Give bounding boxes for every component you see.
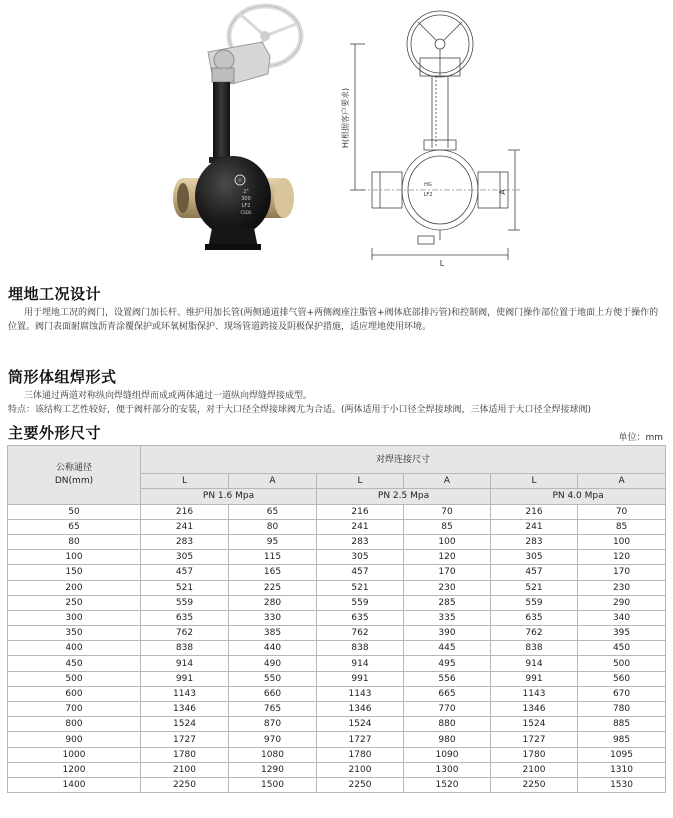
section-body-welded-2: 特点：该结构工艺性较好，便于阀杆部分的安装，对于大口径全焊接球阀尤为合适。(两体适用于小口径全焊接球阀，三体适用于大口径全焊接球阀) — [8, 405, 592, 415]
table-cell: 241 — [491, 519, 578, 534]
dn-cell: 400 — [8, 641, 141, 656]
dn-cell: 700 — [8, 702, 141, 717]
table-row — [8, 747, 666, 762]
table-cell: 390 — [404, 626, 491, 641]
table-cell: 770 — [404, 702, 491, 717]
dn-header: 公称通径 DN(mm) — [8, 446, 141, 505]
svg-text:LF2: LF2 — [423, 192, 433, 198]
table-row — [8, 777, 666, 792]
table-row — [8, 595, 666, 610]
table-cell: 500 — [578, 656, 666, 671]
table-cell: 120 — [404, 550, 491, 565]
table-cell: 330 — [229, 610, 317, 625]
pressure-header-pn40: PN 4.0 Mpa — [491, 489, 666, 504]
table-cell: 241 — [141, 519, 229, 534]
table-cell: 283 — [141, 534, 229, 549]
table-cell: 1346 — [317, 702, 404, 717]
table-cell: 2250 — [317, 777, 404, 792]
table-cell: 450 — [578, 641, 666, 656]
section-title-dimensions: 主要外形尺寸 — [8, 424, 102, 442]
table-cell: 1090 — [404, 747, 491, 762]
table-cell: 521 — [491, 580, 578, 595]
svg-text:300: 300 — [241, 196, 251, 202]
table-cell: 440 — [229, 641, 317, 656]
table-cell: 305 — [491, 550, 578, 565]
table-cell: 980 — [404, 732, 491, 747]
unit-label: 单位：mm — [618, 433, 663, 443]
col-header-l: L — [141, 474, 229, 489]
table-cell: 1500 — [229, 777, 317, 792]
table-cell: 550 — [229, 671, 317, 686]
table-cell: 970 — [229, 732, 317, 747]
table-row — [8, 656, 666, 671]
dimensions-table — [7, 445, 666, 793]
table-row — [8, 504, 666, 519]
table-cell: 385 — [229, 626, 317, 641]
dn-cell: 600 — [8, 686, 141, 701]
table-cell: 991 — [491, 671, 578, 686]
dn-cell: 1000 — [8, 747, 141, 762]
dn-cell: 500 — [8, 671, 141, 686]
table-cell: 305 — [141, 550, 229, 565]
table-cell: 395 — [578, 626, 666, 641]
table-cell: 762 — [317, 626, 404, 641]
table-cell: 780 — [578, 702, 666, 717]
svg-text:2": 2" — [243, 189, 249, 195]
dim-h-label: H(根据客户要求) — [341, 87, 350, 149]
table-cell: 445 — [404, 641, 491, 656]
table-cell: 165 — [229, 565, 317, 580]
table-cell: 2250 — [141, 777, 229, 792]
table-row — [8, 641, 666, 656]
dn-cell: 900 — [8, 732, 141, 747]
table-cell: 1143 — [491, 686, 578, 701]
table-cell: 1143 — [317, 686, 404, 701]
table-cell: 1524 — [491, 717, 578, 732]
table-cell: 2100 — [141, 762, 229, 777]
table-row — [8, 550, 666, 565]
svg-text:Ⓜ: Ⓜ — [237, 178, 243, 184]
table-cell: 1080 — [229, 747, 317, 762]
dn-cell: 350 — [8, 626, 141, 641]
table-row — [8, 732, 666, 747]
table-cell: 1780 — [317, 747, 404, 762]
table-cell: 1530 — [578, 777, 666, 792]
table-cell: 457 — [317, 565, 404, 580]
dn-cell: 300 — [8, 610, 141, 625]
table-cell: 283 — [491, 534, 578, 549]
table-cell: 1346 — [491, 702, 578, 717]
table-cell: 521 — [317, 580, 404, 595]
table-cell: 1346 — [141, 702, 229, 717]
table-cell: 1780 — [141, 747, 229, 762]
table-row — [8, 565, 666, 580]
table-cell: 559 — [141, 595, 229, 610]
table-row — [8, 610, 666, 625]
table-cell: 991 — [317, 671, 404, 686]
table-cell: 1524 — [141, 717, 229, 732]
table-cell: 95 — [229, 534, 317, 549]
dn-cell: 250 — [8, 595, 141, 610]
table-cell: 216 — [141, 504, 229, 519]
table-cell: 1095 — [578, 747, 666, 762]
table-cell: 335 — [404, 610, 491, 625]
table-cell: 85 — [578, 519, 666, 534]
table-row — [8, 626, 666, 641]
table-cell: 457 — [491, 565, 578, 580]
dn-cell: 1200 — [8, 762, 141, 777]
table-cell: 635 — [491, 610, 578, 625]
col-header-a: A — [578, 474, 666, 489]
table-cell: 765 — [229, 702, 317, 717]
pressure-header-pn25: PN 2.5 Mpa — [317, 489, 491, 504]
table-cell: 290 — [578, 595, 666, 610]
table-row — [8, 717, 666, 732]
product-figure — [0, 0, 673, 270]
table-cell: 870 — [229, 717, 317, 732]
table-cell: 838 — [317, 641, 404, 656]
table-cell: 1524 — [317, 717, 404, 732]
table-cell: 885 — [578, 717, 666, 732]
table-cell: 283 — [317, 534, 404, 549]
table-cell: 635 — [141, 610, 229, 625]
table-row — [8, 762, 666, 777]
section-body-buried: 用于埋地工况的阀门，设置阀门加长杆、维护用加长管(两侧通道排气管+两侧阀座注脂管+阀体底部排污管)和控制阀，使阀门操作部位置于地面上方便于操作的位置。阀门表面耐腐蚀沥青涂覆保护或环氧树脂保护、现场管道跨接及阴极保护措施，适应埋地使用环境。 — [8, 308, 659, 332]
svg-text:LF2: LF2 — [241, 203, 251, 209]
table-cell: 230 — [404, 580, 491, 595]
table-cell: 120 — [578, 550, 666, 565]
table-cell: 490 — [229, 656, 317, 671]
table-cell: 285 — [404, 595, 491, 610]
table-cell: 838 — [141, 641, 229, 656]
table-cell: 340 — [578, 610, 666, 625]
table-cell: 115 — [229, 550, 317, 565]
table-cell: 914 — [491, 656, 578, 671]
svg-text:HG: HG — [424, 182, 432, 188]
table-row — [8, 519, 666, 534]
table-cell: 559 — [317, 595, 404, 610]
section-title-welded: 筒形体组焊形式 — [8, 368, 117, 386]
table-cell: 914 — [141, 656, 229, 671]
col-header-l: L — [317, 474, 404, 489]
dn-cell: 65 — [8, 519, 141, 534]
table-cell: 1780 — [491, 747, 578, 762]
table-body — [8, 504, 666, 793]
table-cell: 85 — [404, 519, 491, 534]
svg-text:CSDS: CSDS — [240, 210, 252, 215]
dn-cell: 150 — [8, 565, 141, 580]
table-cell: 660 — [229, 686, 317, 701]
table-cell: 305 — [317, 550, 404, 565]
table-row — [8, 702, 666, 717]
table-cell: 230 — [578, 580, 666, 595]
col-header-l: L — [491, 474, 578, 489]
dn-cell: 200 — [8, 580, 141, 595]
dn-cell: 100 — [8, 550, 141, 565]
table-cell: 556 — [404, 671, 491, 686]
table-cell: 665 — [404, 686, 491, 701]
dn-cell: 800 — [8, 717, 141, 732]
table-cell: 991 — [141, 671, 229, 686]
table-cell: 762 — [141, 626, 229, 641]
dn-cell: 80 — [8, 534, 141, 549]
table-cell: 495 — [404, 656, 491, 671]
table-row — [8, 671, 666, 686]
col-header-a: A — [229, 474, 317, 489]
table-row — [8, 534, 666, 549]
section-title-buried: 埋地工况设计 — [8, 285, 102, 303]
table-cell: 2250 — [491, 777, 578, 792]
table-cell: 1727 — [317, 732, 404, 747]
table-cell: 670 — [578, 686, 666, 701]
table-row — [8, 580, 666, 595]
table-cell: 100 — [578, 534, 666, 549]
table-cell: 80 — [229, 519, 317, 534]
table-cell: 560 — [578, 671, 666, 686]
table-cell: 280 — [229, 595, 317, 610]
table-cell: 70 — [404, 504, 491, 519]
table-cell: 914 — [317, 656, 404, 671]
table-cell: 457 — [141, 565, 229, 580]
table-cell: 762 — [491, 626, 578, 641]
table-cell: 216 — [317, 504, 404, 519]
pressure-header-pn16: PN 1.6 Mpa — [141, 489, 317, 504]
table-cell: 225 — [229, 580, 317, 595]
table-cell: 985 — [578, 732, 666, 747]
table-cell: 880 — [404, 717, 491, 732]
table-cell: 2100 — [317, 762, 404, 777]
table-cell: 1727 — [491, 732, 578, 747]
table-cell: 521 — [141, 580, 229, 595]
dn-cell: 1400 — [8, 777, 141, 792]
table-cell: 70 — [578, 504, 666, 519]
table-cell: 1310 — [578, 762, 666, 777]
table-cell: 100 — [404, 534, 491, 549]
col-header-a: A — [404, 474, 491, 489]
table-cell: 241 — [317, 519, 404, 534]
dn-cell: 50 — [8, 504, 141, 519]
group-header: 对焊连接尺寸 — [141, 446, 666, 474]
table-cell: 1520 — [404, 777, 491, 792]
table-cell: 1290 — [229, 762, 317, 777]
table-cell: 216 — [491, 504, 578, 519]
section-body-welded-1: 三体通过两道对称纵向焊缝组焊而成或两体通过一道纵向焊缝焊接成型。 — [24, 391, 313, 401]
dim-l-label: L — [439, 259, 445, 268]
table-cell: 635 — [317, 610, 404, 625]
table-cell: 2100 — [491, 762, 578, 777]
table-cell: 1143 — [141, 686, 229, 701]
table-cell: 1727 — [141, 732, 229, 747]
table-cell: 559 — [491, 595, 578, 610]
table-cell: 170 — [578, 565, 666, 580]
table-cell: 170 — [404, 565, 491, 580]
valve-drawing — [0, 0, 673, 270]
table-row — [8, 686, 666, 701]
dn-cell: 450 — [8, 656, 141, 671]
table-cell: 65 — [229, 504, 317, 519]
table-cell: 838 — [491, 641, 578, 656]
table-cell: 1300 — [404, 762, 491, 777]
dim-a-label: A — [498, 189, 507, 195]
